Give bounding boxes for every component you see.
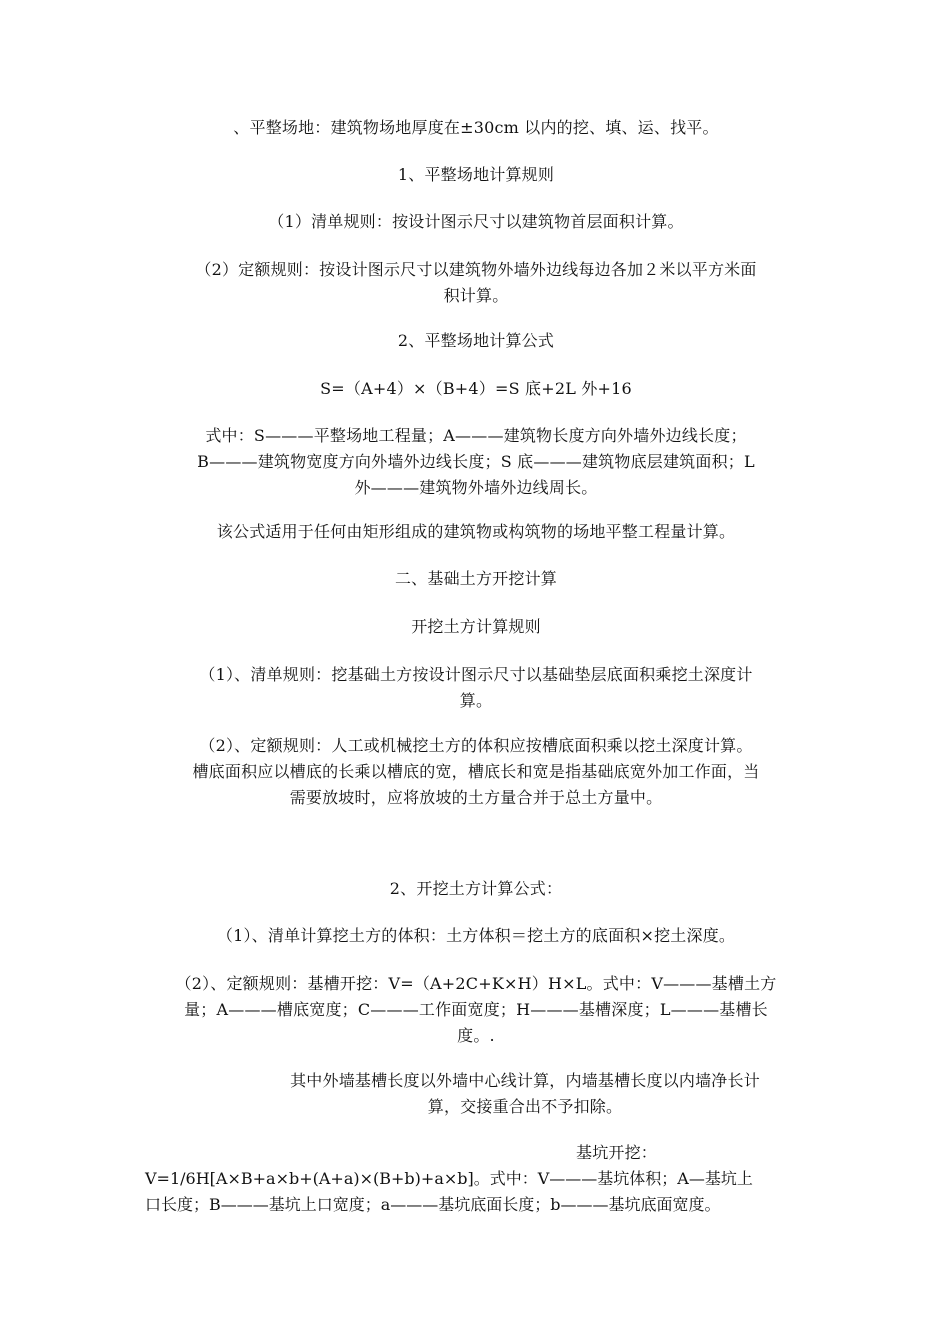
text-line: （1）、清单规则：挖基础土方按设计图示尺寸以基础垫层底面积乘挖土深度计 bbox=[199, 665, 753, 684]
text-line: 需要放坡时，应将放坡的土方量合并于总土方量中。 bbox=[289, 788, 663, 807]
text-line: 量；A———槽底宽度；C———工作面宽度；H———基槽深度；L———基槽长 bbox=[184, 1000, 768, 1019]
text-line: S=（A+4）×（B+4）=S 底+2L 外+16 bbox=[320, 379, 632, 398]
heading-excavation-formula bbox=[145, 876, 807, 902]
text-line: 算，交接重合出不予扣除。 bbox=[427, 1097, 623, 1116]
formula-leveling bbox=[145, 376, 807, 402]
text-line: （2）定额规则：按设计图示尺寸以建筑物外墙外边线每边各加２米以平方米面 bbox=[195, 260, 757, 279]
text-line: 开挖土方计算规则 bbox=[411, 617, 541, 636]
paragraph-list-rule bbox=[145, 209, 807, 235]
text-line: 2、平整场地计算公式 bbox=[397, 331, 555, 350]
text-line: 2、开挖土方计算公式： bbox=[389, 879, 563, 898]
paragraph-site-leveling-definition bbox=[145, 115, 807, 141]
text-line: 基坑开挖： bbox=[576, 1143, 658, 1162]
paragraph-formula-legend bbox=[145, 423, 807, 501]
text-line: 其中外墙基槽长度以外墙中心线计算，内墙基槽长度以内墙净长计 bbox=[290, 1071, 760, 1090]
text-line: 积计算。 bbox=[443, 286, 509, 305]
text-line: （1）清单规则：按设计图示尺寸以建筑物首层面积计算。 bbox=[268, 212, 684, 231]
paragraph-trench-formula bbox=[145, 971, 807, 1049]
text-line: 度。. bbox=[457, 1026, 495, 1045]
heading-foundation-excavation bbox=[145, 566, 807, 592]
text-line: 式中：S———平整场地工程量；A———建筑物长度方向外墙外边线长度； bbox=[205, 426, 747, 445]
text-line: 外———建筑物外墙外边线周长。 bbox=[354, 478, 598, 497]
text-line: （2）、定额规则：人工或机械挖土方的体积应按槽底面积乘以挖土深度计算。 bbox=[199, 736, 753, 755]
heading-excavation-rules bbox=[145, 614, 807, 640]
text-line: 槽底面积应以槽底的长乘以槽底的宽，槽底长和宽是指基础底宽外加工作面，当 bbox=[192, 762, 760, 781]
heading-leveling-rules bbox=[145, 162, 807, 188]
text-line: （2）、定额规则：基槽开挖：V=（A+2C+K×H）H×L。式中：V———基槽土方 bbox=[175, 974, 777, 993]
text-line: 该公式适用于任何由矩形组成的建筑物或构筑物的场地平整工程量计算。 bbox=[216, 522, 736, 541]
paragraph-formula-applicability bbox=[145, 519, 807, 545]
paragraph-trench-length bbox=[240, 1068, 810, 1120]
text-line: V=1/6H[A×B+a×b+(A+a)×(B+b)+a×b]。式中：V———基坑体积；A—基坑上 bbox=[145, 1169, 753, 1188]
text-line: 1、平整场地计算规则 bbox=[397, 165, 555, 184]
text-line: （1）、清单计算挖土方的体积：土方体积＝挖土方的底面积×挖土深度。 bbox=[216, 926, 736, 945]
text-line: 口长度；B———基坑上口宽度；a———基坑底面长度；b———基坑底面宽度。 bbox=[145, 1195, 721, 1214]
paragraph-quota-rule bbox=[145, 257, 807, 309]
paragraph-list-volume bbox=[145, 923, 807, 949]
paragraph-excavation-list-rule bbox=[145, 662, 807, 714]
heading-leveling-formula bbox=[145, 328, 807, 354]
text-line: 二、基础土方开挖计算 bbox=[394, 569, 557, 588]
paragraph-excavation-quota-rule bbox=[145, 733, 807, 811]
text-line: 算。 bbox=[459, 691, 493, 710]
text-line: 、平整场地：建筑物场地厚度在±30cm 以内的挖、填、运、找平。 bbox=[233, 118, 719, 137]
paragraph-pit-formula bbox=[145, 1140, 810, 1218]
text-line: B———建筑物宽度方向外墙外边线长度；S 底———建筑物底层建筑面积；L bbox=[197, 452, 755, 471]
